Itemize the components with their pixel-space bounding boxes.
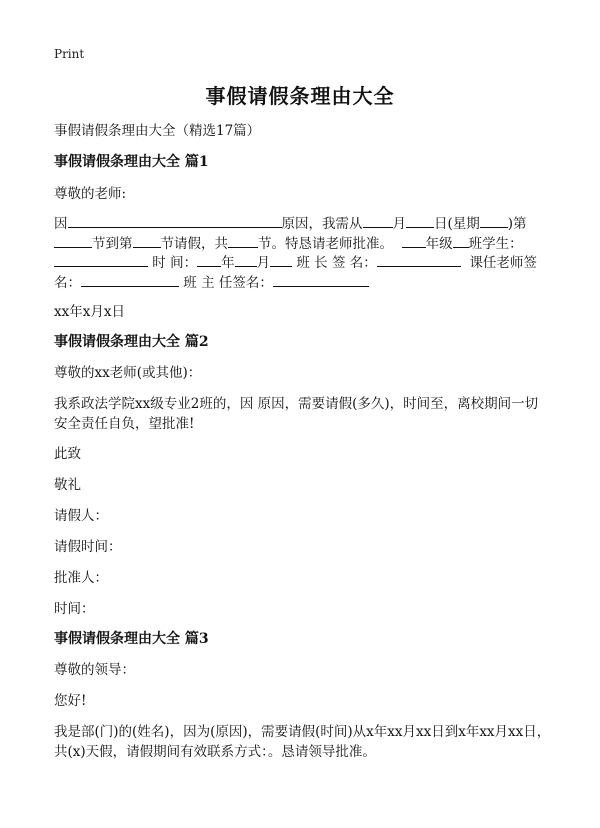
section-1-date: xx年x月x日 <box>54 304 125 320</box>
blank-start-period[interactable] <box>54 234 92 248</box>
page-title: 事假请假条理由大全 <box>205 84 395 108</box>
blank-end-period[interactable] <box>133 234 161 248</box>
text: 节到第 <box>92 236 133 252</box>
section-2-greeting: 尊敬的xx老师(或其他)： <box>54 365 202 381</box>
blank-head-teacher-signature[interactable] <box>273 273 369 287</box>
section-1-line-4 <box>54 271 369 291</box>
section-2-closing-1: 此致 <box>54 446 81 462</box>
section-3-body-line-1: 我是部(门)的(姓名)，因为(原因)，需要请假(时间)从x年xx月xx日到x年xx月xx日， <box>54 724 551 740</box>
blank-student-name[interactable] <box>54 253 148 267</box>
section-2-body-line-2: 安全责任自负，望批准! <box>54 416 195 432</box>
section-2-approver: 批准人： <box>54 570 108 586</box>
text: 月 <box>256 255 271 271</box>
blank-month[interactable] <box>363 214 393 228</box>
section-2-closing-2: 敬礼 <box>54 477 81 493</box>
section-2-heading: 事假请假条理由大全 篇2 <box>54 334 209 350</box>
section-2-body-line-1: 我系政法学院xx级专业2班的，因 原因，需要请假(多久)，时间至，离校期间一切 <box>54 396 539 412</box>
section-3-greeting: 尊敬的领导： <box>54 662 135 678</box>
section-3-body-line-2: 共(x)天假，请假期间有效联系方式：。恳请领导批准。 <box>54 744 376 760</box>
text: 班 长 签 名： <box>296 255 377 271</box>
section-3-hello: 您好! <box>54 693 87 709</box>
blank-monitor-signature[interactable] <box>377 253 461 267</box>
blank-class[interactable] <box>453 234 469 248</box>
print-label: Print <box>54 47 85 61</box>
blank-time-month[interactable] <box>235 253 257 267</box>
section-1-heading: 事假请假条理由大全 篇1 <box>54 154 209 170</box>
text: 名： <box>54 275 81 291</box>
text: 年级 <box>425 236 453 252</box>
section-1-line-1 <box>54 212 527 232</box>
text: 年 <box>221 255 235 271</box>
text: )第 <box>507 216 527 232</box>
text: 因 <box>54 216 68 232</box>
blank-grade[interactable] <box>402 234 426 248</box>
section-1-line-2 <box>54 232 523 252</box>
text: 节请假，共 <box>160 236 228 252</box>
blank-weekday[interactable] <box>480 214 508 228</box>
blank-total-periods[interactable] <box>228 234 258 248</box>
text: 班学生： <box>468 236 523 252</box>
document-subtitle: 事假请假条理由大全（精选17篇） <box>54 123 261 139</box>
text: 原因，我需从 <box>281 216 363 232</box>
text: 月 <box>392 216 406 232</box>
section-2-applicant: 请假人： <box>54 508 108 524</box>
blank-teacher-signature[interactable] <box>81 273 179 287</box>
blank-reason[interactable] <box>68 214 282 228</box>
section-3-heading: 事假请假条理由大全 篇3 <box>54 631 209 647</box>
section-1-line-3 <box>54 251 537 271</box>
section-2-time: 时间： <box>54 601 95 617</box>
text: 日(星期 <box>434 216 480 232</box>
text: 课任老师签 <box>469 255 537 271</box>
text: 节。特恳请老师批准。 <box>258 236 393 252</box>
blank-day[interactable] <box>406 214 434 228</box>
blank-time-day[interactable] <box>270 253 292 267</box>
blank-time-year[interactable] <box>197 253 221 267</box>
section-1-greeting: 尊敬的老师: <box>54 186 127 202</box>
text: 时 间： <box>152 255 198 271</box>
text: 班 主 任签名： <box>183 275 273 291</box>
section-2-leave-time: 请假时间： <box>54 539 122 555</box>
